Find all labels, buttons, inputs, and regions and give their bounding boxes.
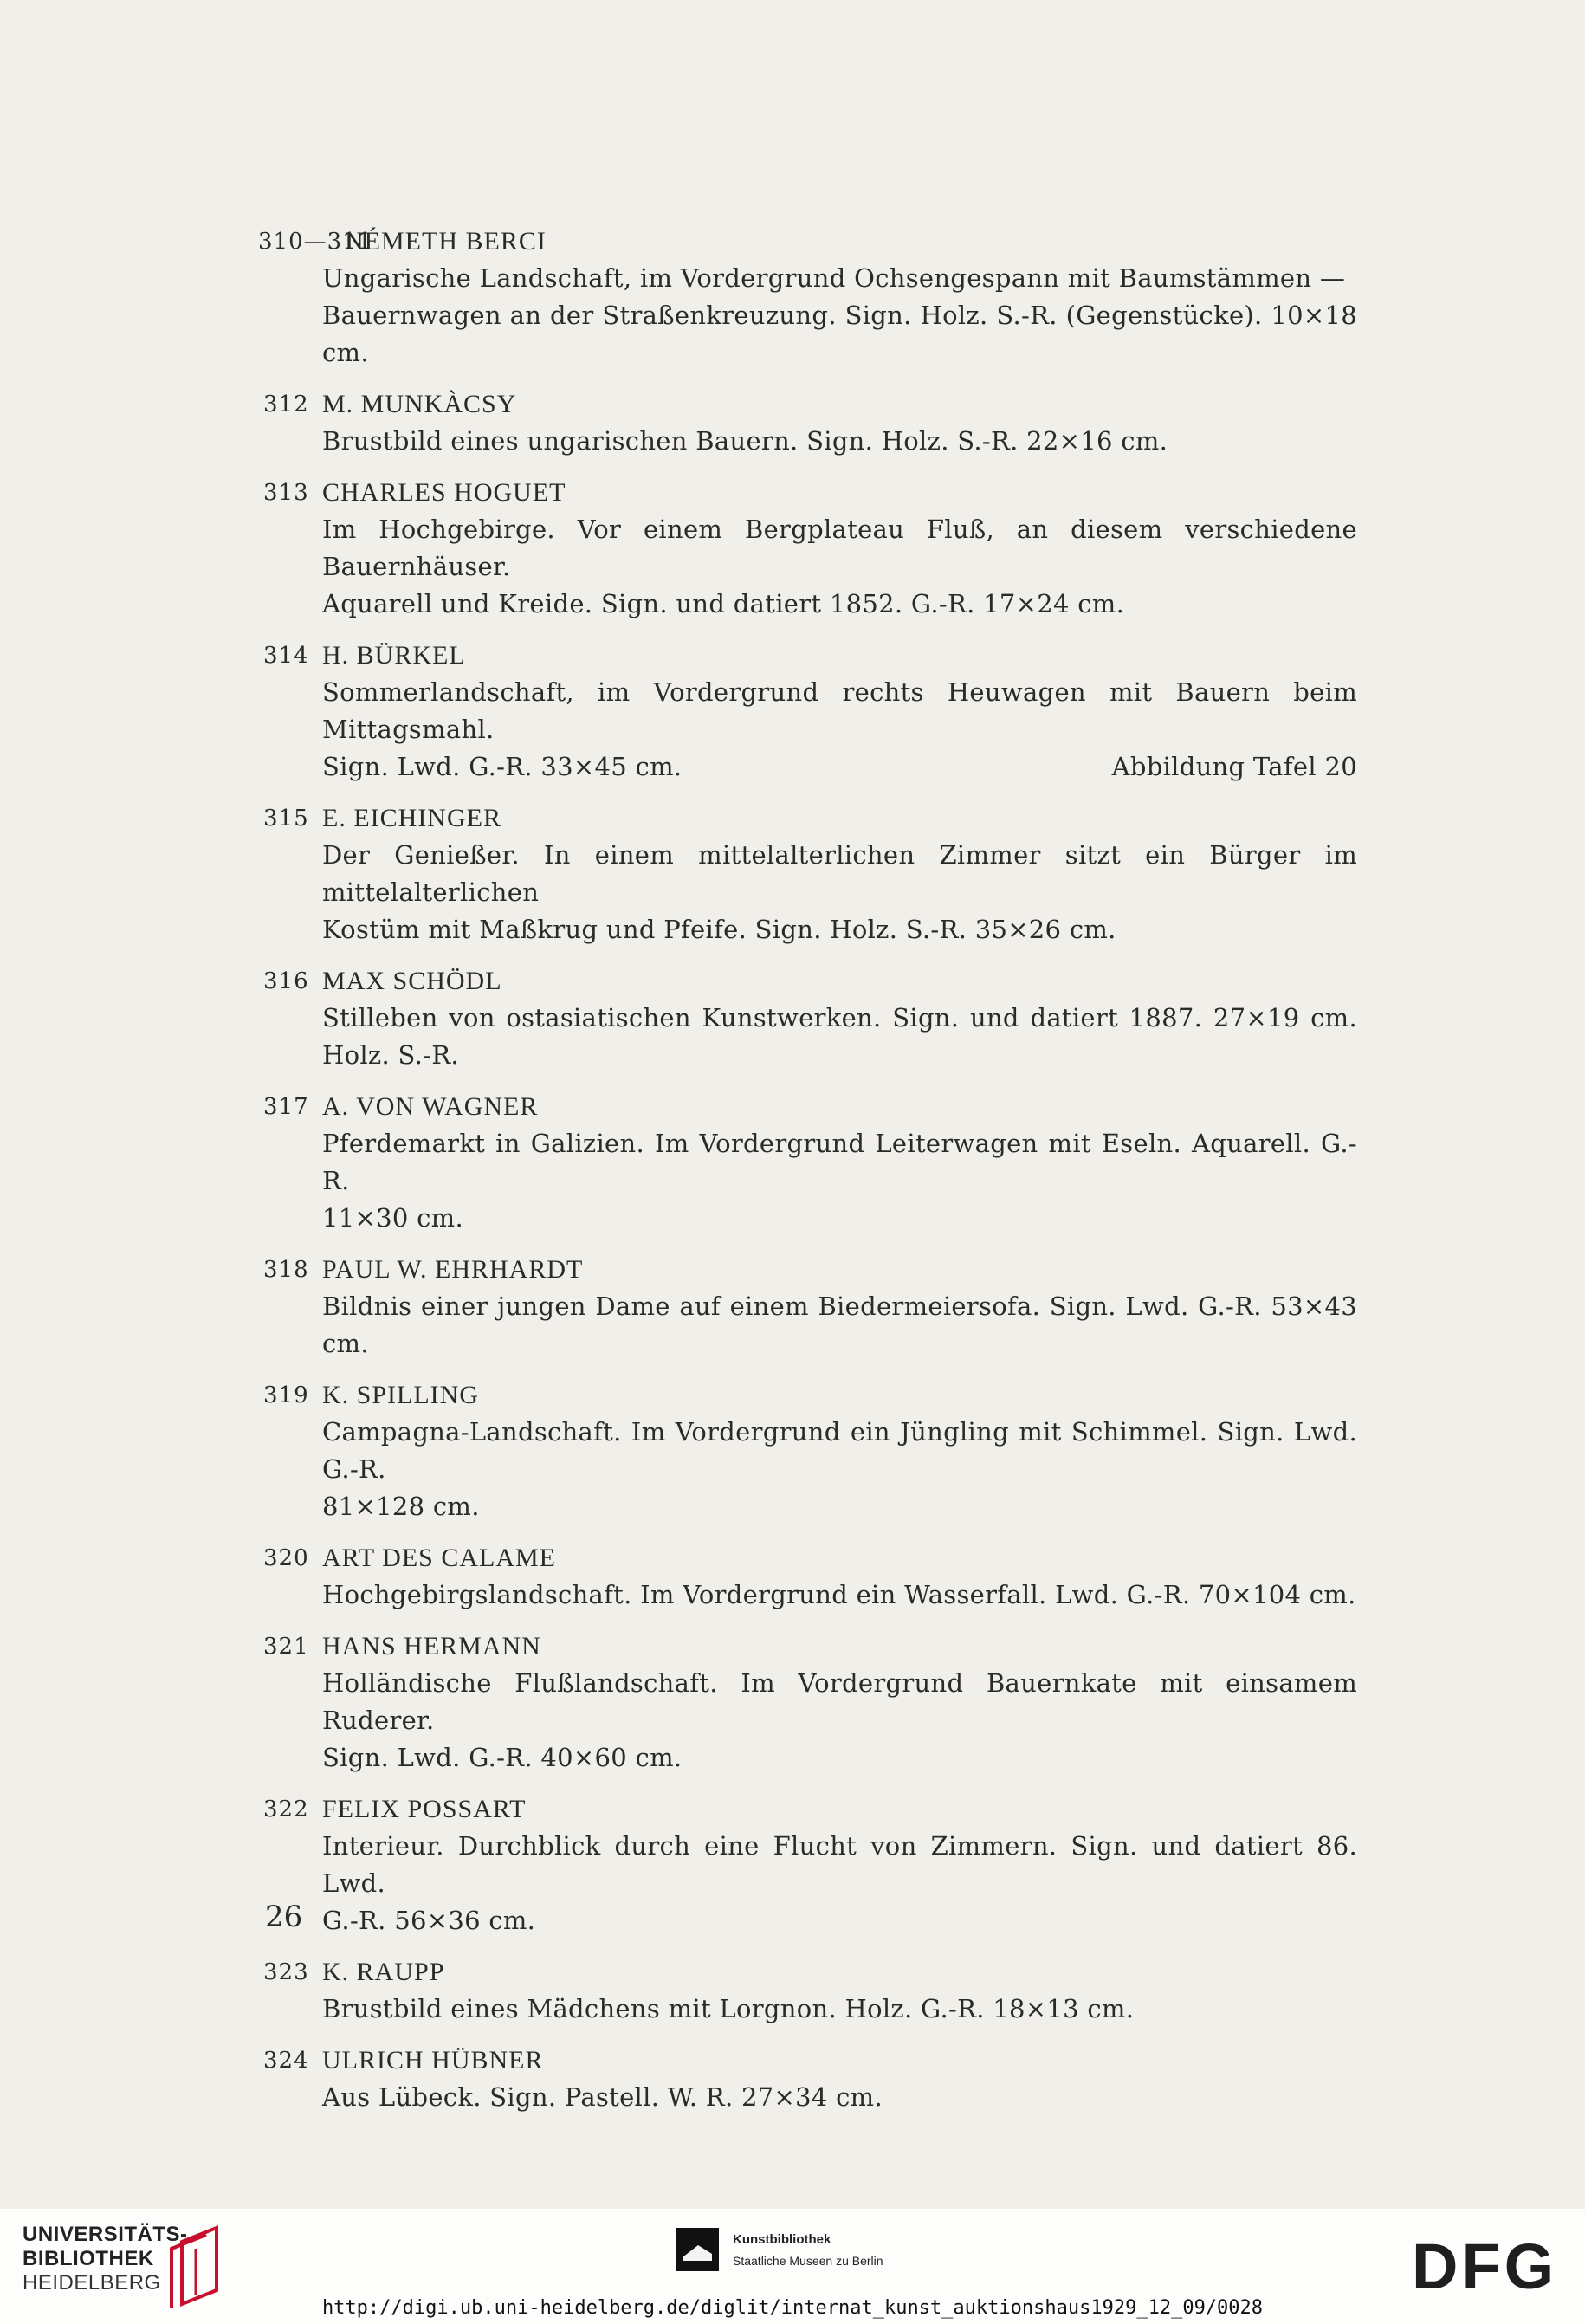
description-text: Campagna-Landschaft. Im Vordergrund ein Jüngling mit Schimmel. Sign. Lwd. G.-R. [322, 1417, 1357, 1484]
description-text: Bildnis einer jungen Dame auf einem Biedermeiersofa. Sign. Lwd. G.-R. 53×43 cm. [322, 1291, 1357, 1358]
catalog-entry [260, 638, 1360, 786]
page-number: 26 [265, 1900, 303, 1934]
lot-number: 322 [263, 1796, 309, 1822]
lot-number: 314 [263, 643, 309, 669]
entry-description [322, 423, 1357, 460]
entry-description [322, 1665, 1357, 1777]
artist-name: MAX SCHÖDL [322, 967, 502, 995]
entry-heading [260, 1954, 1360, 1991]
footer-bar [0, 2209, 1585, 2324]
university-library-logo-icon [156, 2223, 225, 2309]
catalog-entry [260, 1089, 1360, 1237]
catalog-entry [260, 1628, 1360, 1777]
lot-number: 320 [263, 1545, 309, 1571]
description-line [322, 1125, 1357, 1200]
description-text: Kostüm mit Maßkrug und Pfeife. Sign. Holz. S.-R. 35×26 cm. [322, 915, 1116, 944]
entry-heading [260, 963, 1360, 1000]
entry-description [322, 1000, 1357, 1074]
lot-number: 319 [263, 1382, 309, 1408]
entry-description [322, 1414, 1357, 1525]
artist-name: ART DES CALAME [322, 1544, 556, 1572]
entry-heading [260, 1791, 1360, 1828]
kb-subtitle: Staatliche Museen zu Berlin [733, 2254, 883, 2268]
entry-description [322, 837, 1357, 948]
lot-number: 318 [263, 1257, 309, 1283]
artist-name: A. VON WAGNER [322, 1092, 539, 1121]
lot-number: 310—311 [258, 229, 373, 255]
artist-name: H. BÜRKEL [322, 641, 466, 670]
description-text: Interieur. Durchblick durch eine Flucht von Zimmern. Sign. und datiert 86. Lwd. [322, 1831, 1357, 1898]
entry-heading [260, 223, 1360, 260]
description-text: Ungarische Landschaft, im Vordergrund Ochsengespann mit Baumstämmen — [322, 263, 1346, 293]
uni-line2: BIBLIOTHEK [23, 2247, 154, 2270]
uni-line1: UNIVERSITÄTS- [23, 2223, 188, 2246]
description-line [322, 674, 1357, 748]
entry-heading [260, 1628, 1360, 1665]
description-line [322, 423, 1357, 460]
entry-description [322, 260, 1357, 372]
lot-number: 313 [263, 480, 309, 506]
description-text: Sign. Lwd. G.-R. 40×60 cm. [322, 1743, 683, 1772]
entry-heading [260, 475, 1360, 511]
entry-heading [260, 1089, 1360, 1125]
description-line [322, 1414, 1357, 1488]
artist-name: K. SPILLING [322, 1381, 479, 1409]
lot-number: 315 [263, 806, 309, 832]
description-text: Sign. Lwd. G.-R. 33×45 cm. [322, 752, 683, 781]
description-line [322, 1739, 1357, 1777]
uni-line3: HEIDELBERG [23, 2271, 161, 2295]
description-text: G.-R. 56×36 cm. [322, 1906, 536, 1935]
catalog-entry [260, 386, 1360, 460]
artist-name: M. MUNKÀCSY [322, 390, 517, 418]
entry-heading [260, 1252, 1360, 1288]
artist-name: ULRICH HÜBNER [322, 2046, 544, 2075]
entry-description [322, 1991, 1357, 2028]
entry-description [322, 1288, 1357, 1363]
description-text: Brustbild eines Mädchens mit Lorgnon. Holz. G.-R. 18×13 cm. [322, 1994, 1135, 2023]
artist-name: CHARLES HOGUET [322, 478, 566, 507]
description-text: Hochgebirgslandschaft. Im Vordergrund ein Wasserfall. Lwd. G.-R. 70×104 cm. [322, 1580, 1356, 1609]
entry-heading [260, 386, 1360, 423]
description-text: Aquarell und Kreide. Sign. und datiert 1852. G.-R. 17×24 cm. [322, 589, 1125, 618]
artist-name: FELIX POSSART [322, 1795, 527, 1823]
artist-name: HANS HERMANN [322, 1632, 541, 1660]
description-text: 11×30 cm. [322, 1203, 463, 1233]
catalog-entry [260, 800, 1360, 948]
description-line [322, 1000, 1357, 1074]
description-text: Sommerlandschaft, im Vordergrund rechts Heuwagen mit Bauern beim Mittagsmahl. [322, 677, 1357, 744]
entry-description [322, 1828, 1357, 1939]
description-text: Pferdemarkt in Galizien. Im Vordergrund Leiterwagen mit Eseln. Aquarell. G.-R. [322, 1129, 1357, 1195]
description-line [322, 1288, 1357, 1363]
dfg-logo: DFG [1412, 2230, 1558, 2302]
description-line [322, 1902, 1357, 1939]
entry-description [322, 1125, 1357, 1237]
catalog-entries [260, 223, 1360, 2131]
artist-name: PAUL W. EHRHARDT [322, 1255, 584, 1284]
description-text: Bauernwagen an der Straßenkreuzung. Sign. Holz. S.-R. (Gegenstücke). 10×18 cm. [322, 301, 1357, 367]
lot-number: 312 [263, 392, 309, 418]
description-line [322, 1828, 1357, 1902]
entry-heading [260, 800, 1360, 837]
artist-name: K. RAUPP [322, 1958, 445, 1986]
artist-name: E. EICHINGER [322, 804, 501, 832]
kunstbibliothek-text [733, 2230, 883, 2271]
description-line [322, 1488, 1357, 1525]
catalog-entry [260, 963, 1360, 1074]
description-line [322, 1665, 1357, 1739]
entry-heading [260, 638, 1360, 674]
description-text: Stilleben von ostasiatischen Kunstwerken. Sign. und datiert 1887. 27×19 cm. Holz. S.-R. [322, 1003, 1357, 1070]
entry-description [322, 674, 1357, 786]
entry-heading [260, 2042, 1360, 2079]
entry-description [322, 2079, 1357, 2116]
description-text: Im Hochgebirge. Vor einem Bergplateau Fluß, an diesem verschiedene Bauernhäuser. [322, 515, 1357, 581]
description-line [322, 1200, 1357, 1237]
entry-heading [260, 1540, 1360, 1576]
entry-heading [260, 1377, 1360, 1414]
description-text: Holländische Flußlandschaft. Im Vordergrund Bauernkate mit einsamem Ruderer. [322, 1668, 1357, 1735]
catalog-entry [260, 2042, 1360, 2116]
lot-number: 316 [263, 968, 309, 994]
kb-title: Kunstbibliothek [733, 2232, 831, 2247]
description-line [322, 260, 1357, 297]
lot-number: 317 [263, 1094, 309, 1120]
description-text: Aus Lübeck. Sign. Pastell. W. R. 27×34 cm. [322, 2082, 883, 2112]
lot-number: 321 [263, 1634, 309, 1660]
catalog-entry [260, 1377, 1360, 1525]
lot-number: 324 [263, 2048, 309, 2074]
description-line [322, 1576, 1357, 1614]
catalog-entry [260, 1252, 1360, 1363]
catalog-entry [260, 223, 1360, 372]
catalog-entry [260, 1540, 1360, 1614]
lot-number: 323 [263, 1959, 309, 1985]
plate-reference: Abbildung Tafel 20 [1111, 752, 1357, 781]
description-line [322, 1991, 1357, 2028]
catalog-entry [260, 1954, 1360, 2028]
artist-name: NÉMETH BERCI [345, 227, 547, 256]
description-line [322, 586, 1357, 623]
description-text: Brustbild eines ungarischen Bauern. Sign. Holz. S.-R. 22×16 cm. [322, 426, 1168, 456]
permalink-url[interactable]: http://digi.ub.uni-heidelberg.de/diglit/internat_kunst_auktionshaus1929_12_09/0028 [321, 2297, 1264, 2319]
description-line [322, 511, 1357, 586]
description-text: Der Genießer. In einem mittelalterlichen Zimmer sitzt ein Bürger im mittelalterlichen [322, 840, 1357, 907]
kunstbibliothek-logo-icon [676, 2228, 719, 2271]
description-line [322, 911, 1357, 948]
entry-description [322, 511, 1357, 623]
description-line [322, 297, 1357, 372]
description-line [322, 837, 1357, 911]
description-line [322, 2079, 1357, 2116]
catalog-entry [260, 475, 1360, 623]
catalog-entry [260, 1791, 1360, 1939]
description-text: 81×128 cm. [322, 1492, 480, 1521]
description-line [322, 748, 1357, 786]
entry-description [322, 1576, 1357, 1614]
